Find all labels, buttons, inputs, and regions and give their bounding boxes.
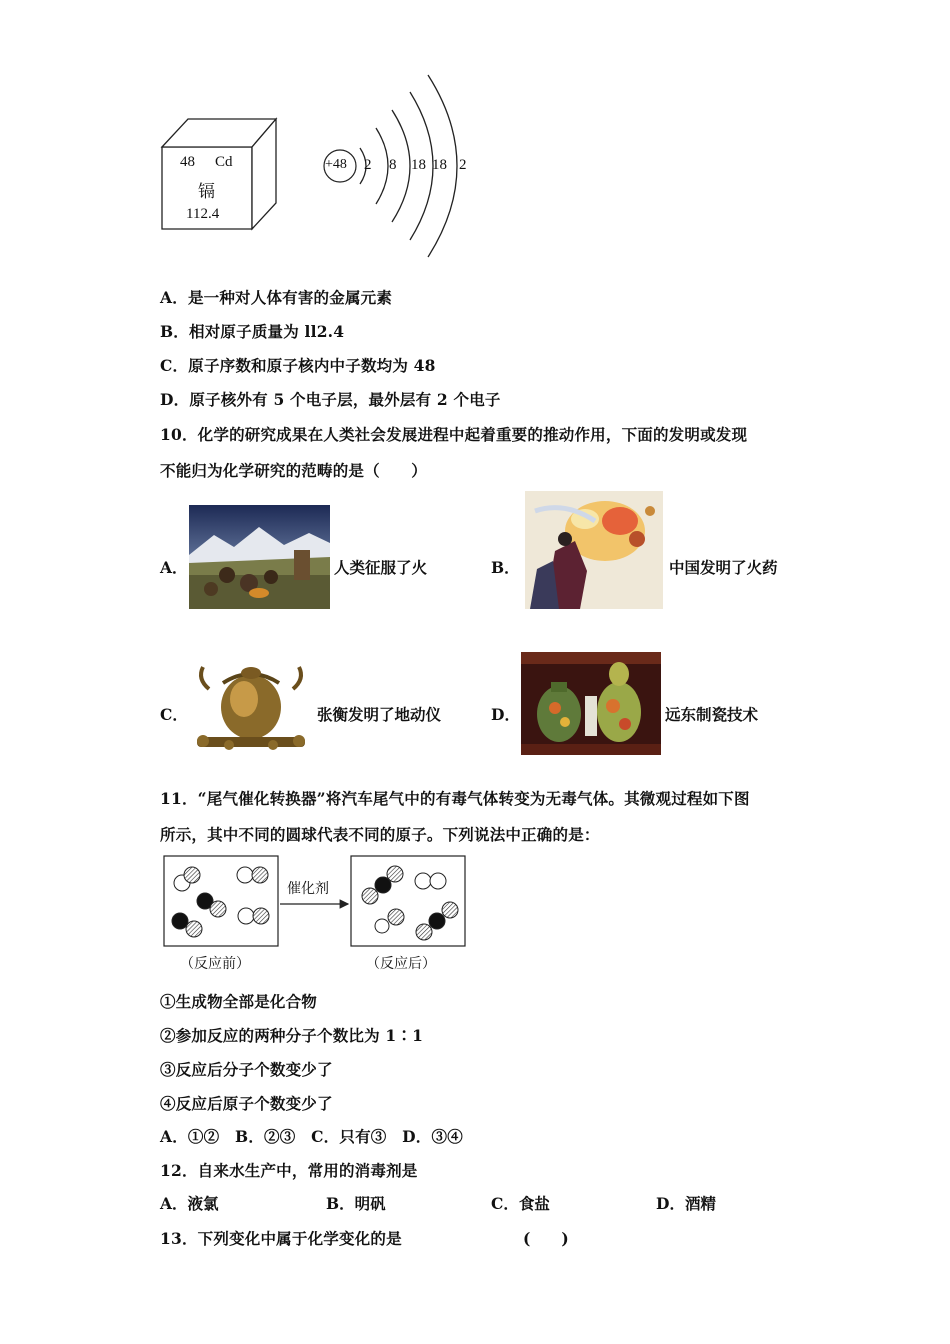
shell-1: 2 <box>364 157 372 173</box>
q11-stem-line1: 11．“尾气催化转换器”将汽车尾气中的有毒气体转变为无毒气体。其微观过程如下图 <box>160 789 750 808</box>
element-symbol: Cd <box>215 154 233 170</box>
q12-stem: 12．自来水生产中，常用的消毒剂是 <box>160 1161 418 1180</box>
nucleus-charge: +48 <box>325 157 347 172</box>
q10-a-label: A． <box>160 558 188 577</box>
q10-stem-line2: 不能归为化学研究的范畴的是（ ） <box>160 461 427 480</box>
seismoscope-image <box>189 659 313 755</box>
q10-d-caption: 远东制瓷技术 <box>665 705 759 724</box>
shell-3: 18 <box>411 157 426 173</box>
reaction-diagram <box>160 852 472 952</box>
q10-d-label: D． <box>491 705 520 724</box>
q11-statement-2: ②参加反应的两种分子个数比为 1∶1 <box>160 1026 424 1045</box>
q10-c-caption: 张衡发明了地动仪 <box>317 705 442 724</box>
q12-option-b: B．明矾 <box>326 1194 386 1213</box>
q9-option-c: C．原子序数和原子核内中子数均为 48 <box>160 356 436 375</box>
after-label: （反应后） <box>366 956 436 972</box>
q11-statement-3: ③反应后分子个数变少了 <box>160 1060 333 1079</box>
atomic-number: 48 <box>180 154 195 170</box>
gunpowder-image <box>525 491 663 609</box>
q13-stem: 13．下列变化中属于化学变化的是 <box>160 1229 402 1248</box>
q9-option-b: B．相对原子质量为 ll2.4 <box>160 322 345 341</box>
q11-choices: A．①② B．②③ C．只有③ D．③④ <box>160 1127 463 1146</box>
q10-b-label: B． <box>491 558 520 577</box>
porcelain-image <box>521 652 661 755</box>
q9-option-a: A．是一种对人体有害的金属元素 <box>160 288 393 307</box>
fire-scene-image <box>189 505 330 609</box>
shell-4: 18 <box>432 157 447 173</box>
catalyst-label: 催化剂 <box>287 881 329 897</box>
q12-option-a: A．液氯 <box>160 1194 219 1213</box>
atomic-mass: 112.4 <box>186 206 220 222</box>
shell-5: 2 <box>459 157 467 173</box>
q11-statement-1: ①生成物全部是化合物 <box>160 992 318 1011</box>
q12-option-d: D．酒精 <box>656 1194 716 1213</box>
q11-statement-4: ④反应后原子个数变少了 <box>160 1094 333 1113</box>
shell-2: 8 <box>389 157 397 173</box>
q10-stem-line1: 10．化学的研究成果在人类社会发展进程中起着重要的推动作用，下面的发明或发现 <box>160 425 748 444</box>
q13-paren: ( ) <box>523 1229 569 1248</box>
before-label: （反应前） <box>180 956 250 972</box>
q12-option-c: C．食盐 <box>491 1194 550 1213</box>
element-name: 镉 <box>198 182 215 202</box>
q10-b-caption: 中国发明了火药 <box>669 558 778 577</box>
q9-option-d: D．原子核外有 5 个电子层，最外层有 2 个电子 <box>160 390 501 409</box>
q10-a-caption: 人类征服了火 <box>334 558 428 577</box>
q10-c-label: C． <box>160 705 188 724</box>
q11-stem-line2: 所示，其中不同的圆球代表不同的原子。下列说法中正确的是： <box>160 825 600 844</box>
